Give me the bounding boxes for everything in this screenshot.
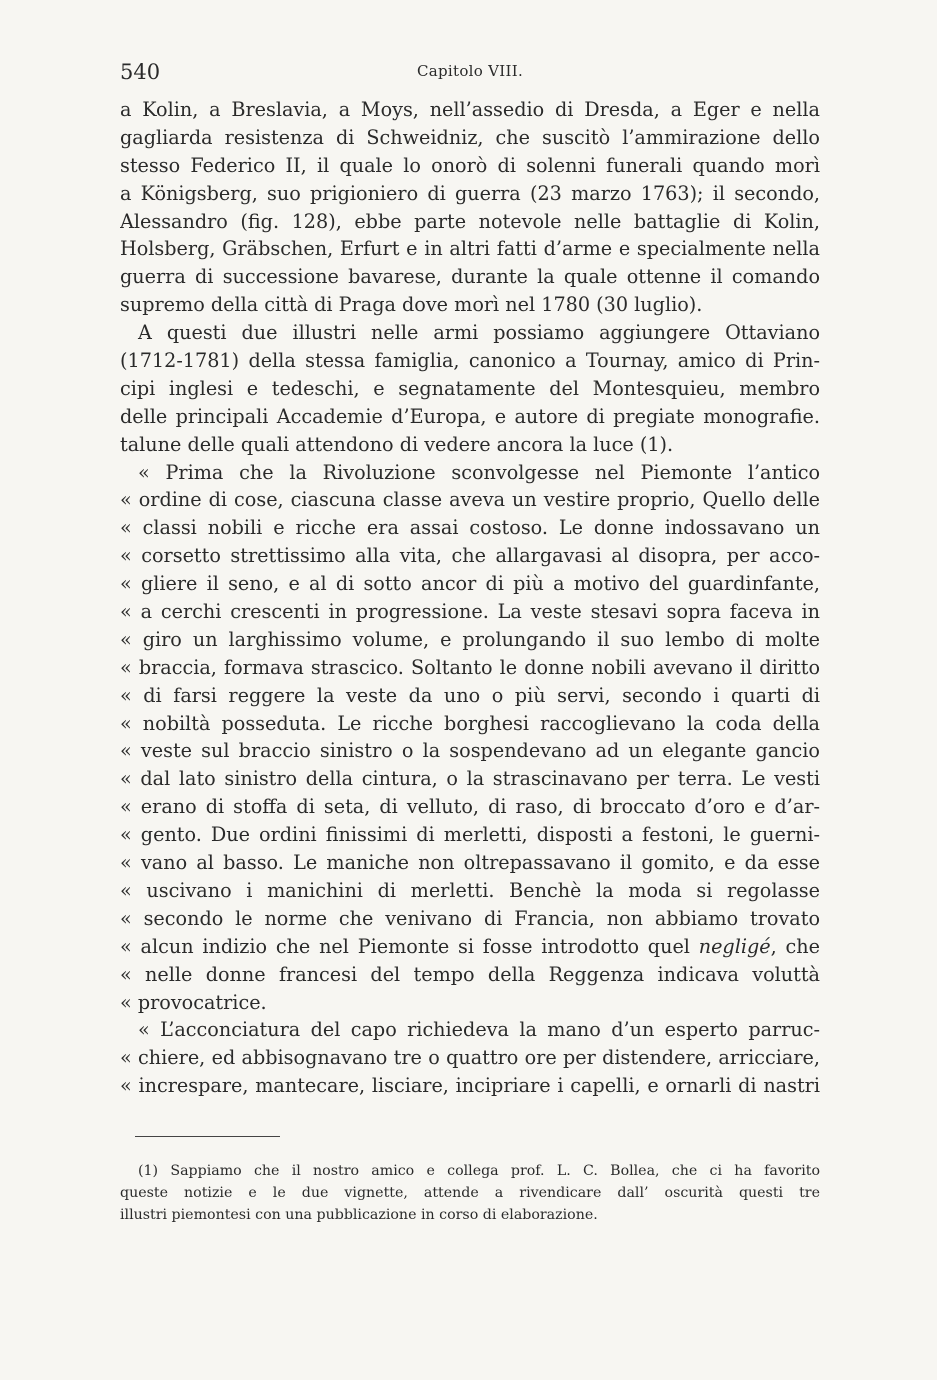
footnote-line: queste notizie e le due vignette, attende a rivendicare dall’ oscurità questi tre (120, 1185, 820, 1201)
body-text (120, 96, 820, 1100)
body-line: « chiere, ed abbisognavano tre o quattro ore per distendere, arricciare, (120, 1046, 820, 1070)
body-line: « erano di stoffa di seta, di velluto, di raso, di broccato d’oro e d’ar- (120, 795, 820, 819)
footnote-line: illustri piemontesi con una pubblicazione in corso di elaborazione. (120, 1207, 598, 1223)
body-line: « alcun indizio che nel Piemonte si fosse introdotto quel negligé, che (120, 934, 820, 958)
body-line: « ordine di cose, ciascuna classe aveva un vestire proprio, Quello delle (120, 488, 820, 512)
body-line: « Prima che la Rivoluzione sconvolgesse nel Piemonte l’antico (138, 460, 820, 484)
body-line: Holsberg, Gräbschen, Erfurt e in altri fatti d’arme e specialmente nella (120, 237, 820, 261)
body-line: « giro un larghissimo volume, e prolungando il suo lembo di molte (120, 627, 820, 651)
body-line: Alessandro (fig. 128), ebbe parte notevole nelle battaglie di Kolin, (120, 209, 820, 233)
body-line: « vano al basso. Le maniche non oltrepassavano il gomito, e da esse (120, 851, 820, 875)
body-line: A questi due illustri nelle armi possiamo aggiungere Ottaviano (138, 321, 820, 345)
body-line: « braccia, formava strascico. Soltanto le donne nobili avevano il diritto (120, 655, 820, 679)
body-line: « L’acconciatura del capo richiedeva la mano d’un esperto parruc- (138, 1018, 820, 1042)
body-line: « dal lato sinistro della cintura, o la strascinavano per terra. Le vesti (120, 767, 820, 791)
body-line: stesso Federico II, il quale lo onorò di solenni funerali quando morì (120, 153, 820, 177)
body-line: « provocatrice. (120, 990, 267, 1014)
body-line: « corsetto strettissimo alla vita, che allargavasi al disopra, per acco- (120, 544, 820, 568)
body-line: cipi inglesi e tedeschi, e segnatamente del Montesquieu, membro (120, 376, 820, 400)
body-line: « di farsi reggere la veste da uno o più servi, secondo i quarti di (120, 683, 820, 707)
page-number: 540 (120, 60, 161, 84)
body-line: « gliere il seno, e al di sotto ancor di più a motivo del guardinfante, (120, 572, 820, 596)
footnote-line: (1) Sappiamo che il nostro amico e collega prof. L. C. Bollea, che ci ha favorito (138, 1163, 820, 1179)
chapter-title: Capitolo VIII. (416, 62, 524, 80)
body-line: gagliarda resistenza di Schweidniz, che suscitò l’ammirazione dello (120, 125, 820, 149)
page-header (120, 60, 820, 90)
body-line: « classi nobili e ricche era assai costoso. Le donne indossavano un (120, 516, 820, 540)
body-line: « nelle donne francesi del tempo della Reggenza indicava voluttà (120, 962, 820, 986)
body-line: « secondo le norme che venivano di Francia, non abbiamo trovato (120, 906, 820, 930)
body-line: guerra di successione bavarese, durante la quale ottenne il comando (120, 265, 820, 289)
body-line: « veste sul braccio sinistro o la sospendevano ad un elegante gancio (120, 739, 820, 763)
footnote (120, 1160, 820, 1226)
body-line: supremo della città di Praga dove morì nel 1780 (30 luglio). (120, 293, 703, 317)
body-line: talune delle quali attendono di vedere ancora la luce (1). (120, 432, 674, 456)
body-line: « nobiltà posseduta. Le ricche borghesi raccoglievano la coda della (120, 711, 820, 735)
body-line: « gento. Due ordini finissimi di merletti, disposti a festoni, le guerni- (120, 823, 820, 847)
body-line: a Kolin, a Breslavia, a Moys, nell’assedio di Dresda, a Eger e nella (120, 98, 820, 121)
body-line: (1712-1781) della stessa famiglia, canonico a Tournay, amico di Prin- (120, 349, 820, 373)
body-line: « a cerchi crescenti in progressione. La veste stesavi sopra faceva in (120, 600, 820, 624)
body-line: delle principali Accademie d’Europa, e autore di pregiate monografie. (120, 404, 820, 428)
body-line: « increspare, mantecare, lisciare, incipriare i capelli, e ornarli di nastri (120, 1074, 820, 1098)
footnote-divider (135, 1136, 280, 1137)
body-line: a Königsberg, suo prigioniero di guerra (23 marzo 1763); il secondo, (120, 181, 820, 205)
body-line: « uscivano i manichini di merletti. Benchè la moda si regolasse (120, 878, 820, 902)
